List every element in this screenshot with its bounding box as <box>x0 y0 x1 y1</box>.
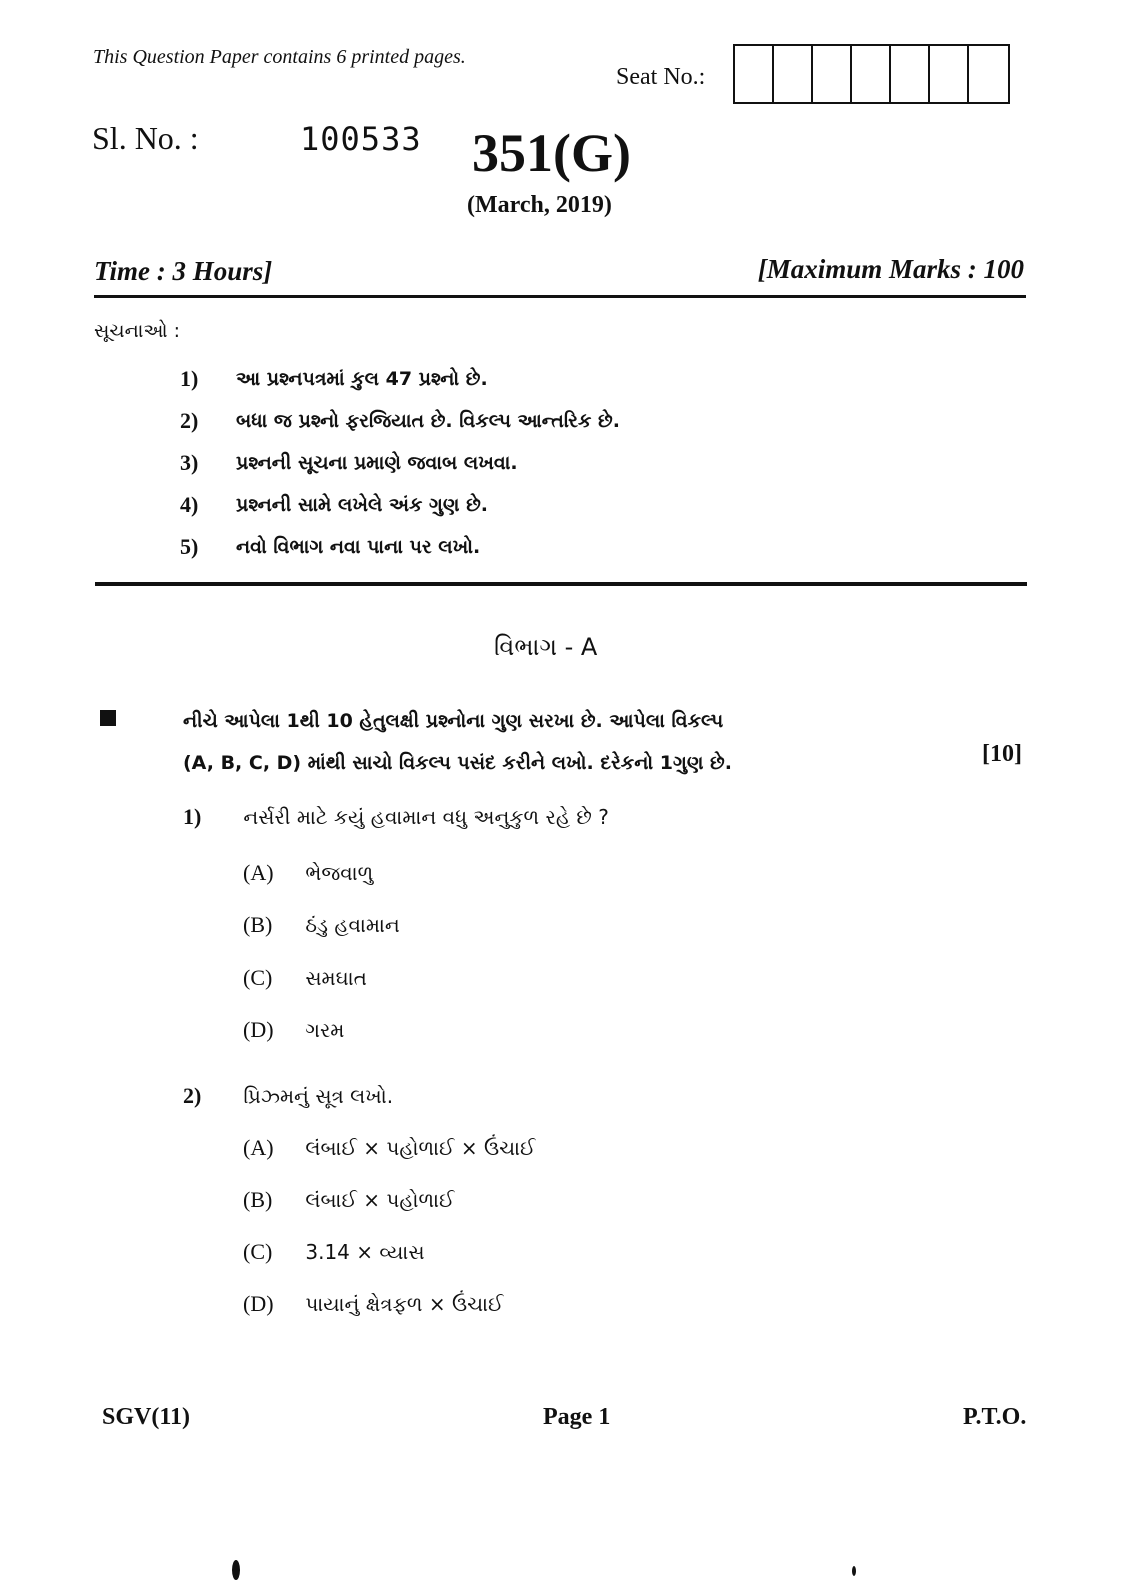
square-bullet-icon <box>100 710 116 726</box>
question <box>183 1083 393 1109</box>
answer-option <box>243 965 367 991</box>
scan-speck <box>232 1560 240 1580</box>
instruction-number: 3) <box>180 450 199 475</box>
answer-option <box>243 1291 503 1317</box>
footer-pto: P.T.O. <box>963 1404 1027 1430</box>
option-text: 3.14 × વ્યાસ <box>305 1240 425 1264</box>
option-text: ઠંડુ હવામાન <box>305 913 400 937</box>
section-marks: [10] <box>982 741 1022 767</box>
seat-digit-box <box>813 46 852 102</box>
option-letter: (D) <box>243 1017 274 1042</box>
option-letter: (B) <box>243 1187 273 1212</box>
footer-subject-code: SGV(11) <box>102 1404 191 1430</box>
instructions-list <box>180 358 620 568</box>
printed-pages-note: This Question Paper contains 6 printed pages. <box>93 46 466 68</box>
section-title: વિભાગ - A <box>494 633 598 661</box>
seat-digit-box <box>774 46 813 102</box>
instruction-item <box>180 484 620 526</box>
instruction-text: બધા જ પ્રશ્નો ફરજિયાત છે. વિકલ્પ આન્તરિક છે. <box>236 410 620 432</box>
footer-page-number: Page 1 <box>543 1404 611 1430</box>
exam-duration: Time : 3 Hours] <box>94 256 273 286</box>
question-text: નર્સરી માટે કયું હવામાન વધુ અનુકુળ રહે છે ? <box>243 805 609 829</box>
question-number: 2) <box>183 1083 202 1108</box>
instructions-divider <box>95 582 1027 586</box>
answer-option <box>243 1017 344 1043</box>
answer-option <box>243 860 373 886</box>
instruction-text: પ્રશ્નની સામે લખેલે અંક ગુણ છે. <box>236 494 489 516</box>
option-letter: (A) <box>243 1135 274 1160</box>
instruction-text: પ્રશ્નની સૂચના પ્રમાણે જવાબ લખવા. <box>236 452 518 474</box>
exam-session: (March, 2019) <box>467 192 612 218</box>
question-number: 1) <box>183 804 202 829</box>
option-letter: (C) <box>243 1239 273 1264</box>
option-text: ગરમ <box>305 1018 345 1042</box>
maximum-marks: [Maximum Marks : 100 <box>757 254 1024 284</box>
instruction-text: નવો વિભાગ નવા પાના પર લખો. <box>236 536 481 558</box>
seat-digit-box <box>735 46 774 102</box>
section-lead <box>183 700 732 784</box>
seat-digit-box <box>891 46 930 102</box>
instruction-number: 4) <box>180 492 199 517</box>
paper-code: 351(G) <box>472 123 631 183</box>
option-letter: (A) <box>243 860 274 885</box>
instruction-item <box>180 442 620 484</box>
instruction-text: આ પ્રશ્નપત્રમાં કુલ 47 પ્રશ્નો છે. <box>236 368 488 390</box>
answer-option <box>243 1187 455 1213</box>
option-text: લંબાઈ × પહોળાઈ <box>305 1188 455 1212</box>
seat-digit-box <box>930 46 969 102</box>
seat-digit-box <box>852 46 891 102</box>
scan-speck <box>852 1566 856 1576</box>
question <box>183 804 609 830</box>
seat-number-label: Seat No.: <box>616 64 706 90</box>
instructions-heading: સૂચનાઓ : <box>94 320 181 342</box>
header-divider <box>94 295 1026 298</box>
option-letter: (C) <box>243 965 273 990</box>
section-lead-line: નીચે આપેલા 1થી 10 હેતુલક્ષી પ્રશ્નોના ગુણ સરખા છે. આપેલા વિકલ્પ <box>183 710 724 732</box>
option-letter: (B) <box>243 912 273 937</box>
option-text: લંબાઈ × પહોળાઈ × ઉંચાઈ <box>305 1136 536 1160</box>
instruction-number: 2) <box>180 408 199 433</box>
instruction-item <box>180 358 620 400</box>
option-text: પાયાનું ક્ષેત્રફળ × ઉંચાઈ <box>305 1292 504 1316</box>
section-lead-line: (A, B, C, D) માંથી સાચો વિકલ્પ પસંદ કરીને લખો. દરેકનો 1ગુણ છે. <box>183 752 732 774</box>
instruction-number: 1) <box>180 366 199 391</box>
option-letter: (D) <box>243 1291 274 1316</box>
instruction-item <box>180 526 620 568</box>
serial-number-label: Sl. No. : <box>92 120 199 156</box>
answer-option <box>243 1135 535 1161</box>
answer-option <box>243 912 400 938</box>
option-text: ભેજવાળુ <box>305 861 374 885</box>
serial-number-value: 100533 <box>300 120 422 158</box>
answer-option <box>243 1239 425 1265</box>
option-text: સમઘાત <box>305 966 367 990</box>
question-text: પ્રિઝ્મનું સૂત્ર લખો. <box>243 1084 394 1108</box>
seat-number-boxes <box>733 44 1010 104</box>
seat-digit-box <box>969 46 1008 102</box>
instruction-item <box>180 400 620 442</box>
instruction-number: 5) <box>180 534 199 559</box>
